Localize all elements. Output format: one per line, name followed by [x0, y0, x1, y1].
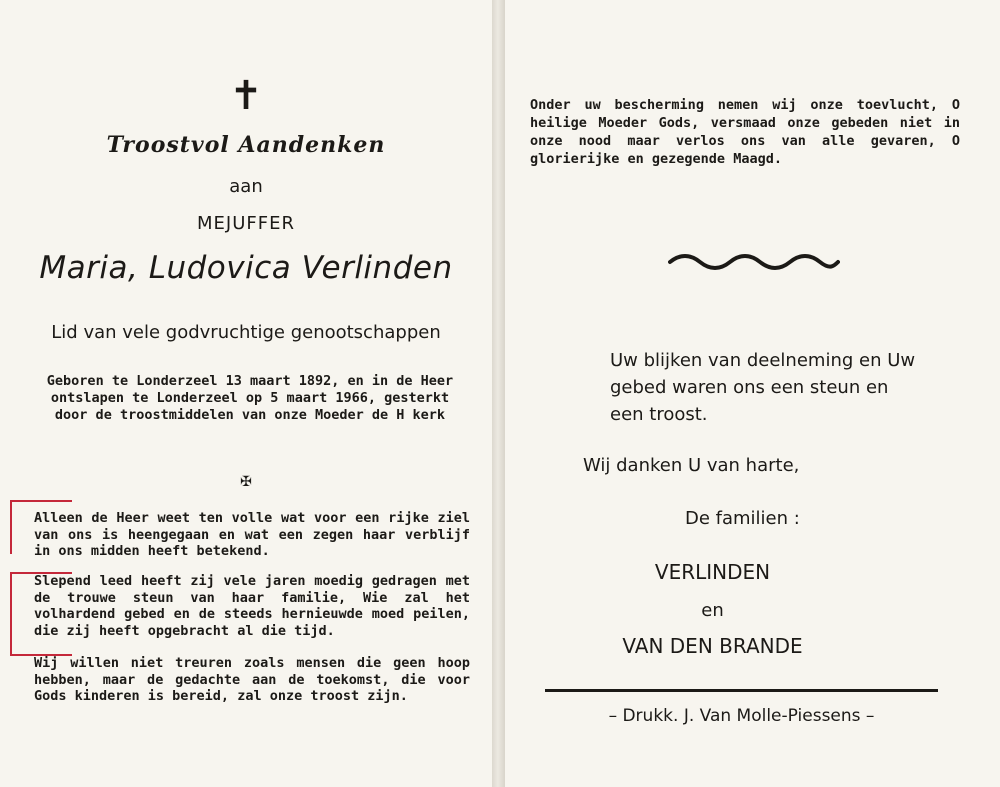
aan-text: aan	[229, 176, 263, 197]
deceased-name: Maria, Ludovica Verlinden	[39, 250, 453, 286]
membership-text: Lid van vele godvruchtige genootschappen	[51, 322, 441, 343]
wave-ornament-icon	[668, 250, 840, 272]
red-pen-bracket-top	[10, 500, 72, 554]
printer-credit: – Drukk. J. Van Molle-Piessens –	[608, 706, 875, 726]
family-name-1: VERLINDEN	[654, 560, 771, 584]
thanks-text: Uw blijken van deelneming en Uw gebed waren ons een steun en een troost.	[610, 350, 916, 425]
header-title: Troostvol Aandenken	[106, 132, 386, 158]
family-name-2: VAN DEN BRANDE	[622, 634, 803, 658]
paragraph-3: Wij willen niet treuren zoals mensen die geen hoop hebben, maar de gedachte aan de toekomst, die voor Gods kinderen is bereid, zal onze troost zijn.	[34, 655, 470, 704]
birth-death-text: Geboren te Londerzeel 13 maart 1892, en in de Heer ontslapen te Londerzeel op 5 maart 1966, gesterkt door de troostmiddelen van onze Moeder de H kerk	[46, 373, 454, 423]
prayer-text: Onder uw bescherming nemen wij onze toevlucht, O heilige Moeder Gods, versmaad onze gebeden niet in onze nood maar verlos ons van alle gevaren, O glorierijke en gezegende Maagd.	[530, 97, 960, 167]
title-text: MEJUFFER	[197, 213, 295, 234]
red-pen-bracket-bottom	[10, 572, 72, 656]
thanks-closing: Wij danken U van harte,	[583, 455, 800, 476]
small-cross-icon: ✠	[240, 474, 252, 490]
paragraph-2: Slepend leed heeft zij vele jaren moedig gedragen met de trouwe steun van haar familie, Wie zal het volhardend gebed en de steeds hernieuwde moed peilen, die zij heeft opgebracht al die tijd.	[34, 573, 470, 639]
family-and: en	[701, 600, 724, 621]
paragraph-1: Alleen de Heer weet ten volle wat voor een rijke ziel van ons is heengegaan en wat een zegen haar verblijf in ons midden heeft betekend.	[34, 510, 470, 559]
cross-icon: ✝	[229, 73, 263, 119]
divider-rule	[545, 689, 938, 692]
families-label: De familien :	[685, 508, 800, 529]
card-fold	[492, 0, 505, 787]
